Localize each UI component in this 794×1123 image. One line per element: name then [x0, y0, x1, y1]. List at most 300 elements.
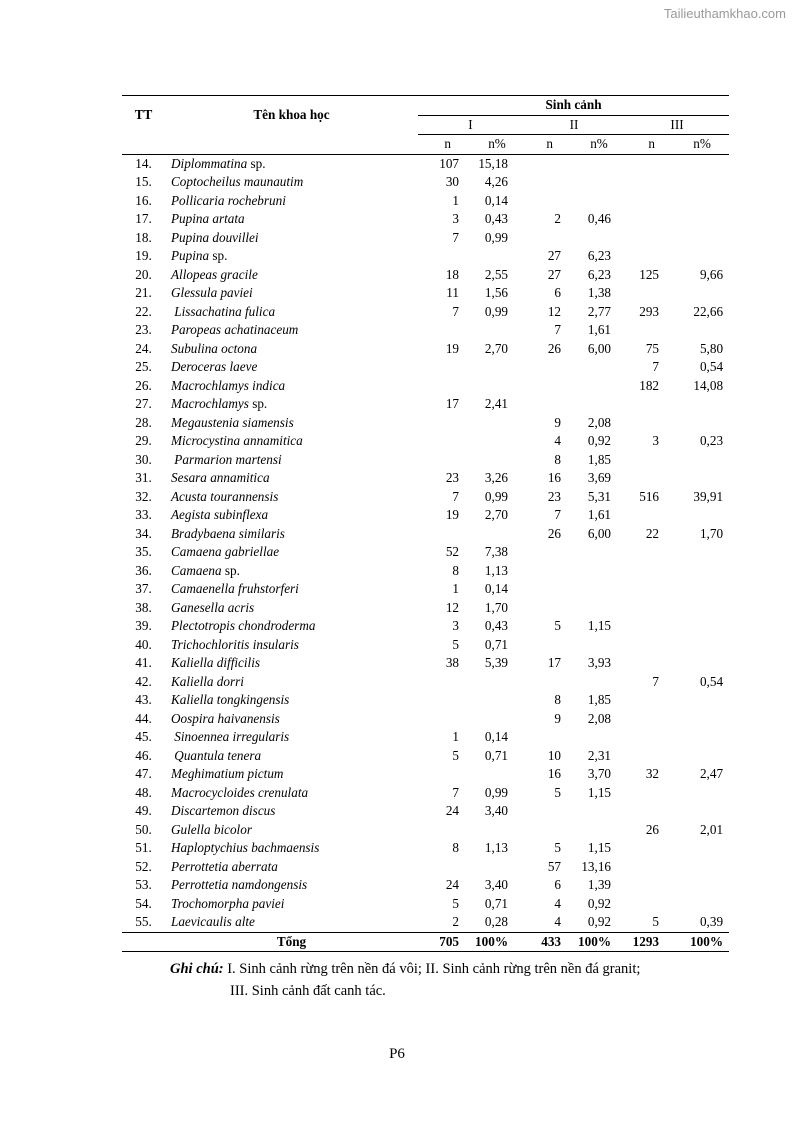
- row-number: 20.: [135, 266, 152, 282]
- percent-cell-3: [675, 802, 729, 821]
- count-cell-2: 4: [554, 895, 561, 911]
- count-cell-3: 293: [639, 303, 659, 319]
- species-suffix: sp.: [248, 396, 268, 411]
- row-number: 41.: [135, 655, 152, 670]
- species-binomial: Sesara annamitica: [171, 470, 270, 485]
- percent-cell-3: 0,39: [699, 914, 724, 929]
- species-binomial: Paropeas achatinaceum: [171, 322, 299, 337]
- count-cell-3: [625, 229, 675, 248]
- species-binomial: Glessula paviei: [171, 285, 253, 300]
- percent-cell-1: 3,40: [484, 877, 508, 892]
- species-binomial: Oospira haivanensis: [171, 710, 280, 726]
- count-cell-2: [523, 173, 573, 192]
- row-number: 24.: [135, 340, 152, 356]
- percent-cell-2: [573, 192, 625, 211]
- total-n-3: 1293: [625, 932, 675, 952]
- count-cell-1: [418, 247, 471, 266]
- count-cell-3: [625, 784, 675, 803]
- count-cell-2: 16: [547, 470, 561, 485]
- table-row: [122, 321, 729, 340]
- percent-cell-3: 5,80: [699, 340, 724, 356]
- table-row: [122, 358, 729, 377]
- percent-cell-3: 0,23: [699, 433, 724, 448]
- count-cell-3: [625, 617, 675, 636]
- percent-cell-2: 1,85: [587, 451, 611, 467]
- percent-cell-3: 1,70: [699, 525, 724, 541]
- species-binomial: Trichochloritis insularis: [171, 636, 299, 652]
- percent-cell-3: [675, 506, 729, 525]
- sub-n-3: n: [625, 135, 675, 155]
- count-cell-1: 23: [445, 470, 459, 485]
- row-number: 45.: [135, 729, 152, 744]
- percent-cell-1: [471, 710, 523, 729]
- count-cell-2: 12: [547, 303, 561, 319]
- habitat-header-2: II: [523, 115, 625, 135]
- species-name: [165, 303, 418, 322]
- species-suffix: sp.: [221, 562, 240, 578]
- species-binomial: Trochomorpha paviei: [171, 895, 285, 911]
- species-name: [165, 266, 418, 285]
- count-cell-2: [523, 154, 573, 173]
- count-cell-1: [418, 451, 471, 470]
- row-number: 21.: [135, 285, 152, 300]
- count-cell-3: [625, 636, 675, 655]
- count-cell-1: 7: [452, 784, 459, 800]
- species-binomial: Meghimatium pictum: [171, 766, 284, 781]
- table-row: [122, 451, 729, 470]
- row-number: 44.: [135, 710, 152, 726]
- percent-cell-1: [471, 821, 523, 840]
- percent-cell-3: [675, 321, 729, 340]
- percent-cell-2: 5,31: [587, 488, 611, 504]
- row-number: 16.: [135, 192, 152, 208]
- species-name: [165, 728, 418, 747]
- row-number: 15.: [135, 174, 152, 189]
- species-binomial: Acusta tourannensis: [171, 488, 279, 504]
- table-row: [122, 654, 729, 673]
- species-name: [165, 784, 418, 803]
- count-cell-2: [523, 673, 573, 692]
- percent-cell-2: [573, 543, 625, 562]
- count-cell-3: [625, 839, 675, 858]
- species-name: [165, 395, 418, 414]
- count-cell-2: [523, 821, 573, 840]
- percent-cell-1: [471, 247, 523, 266]
- species-name: [165, 154, 418, 173]
- percent-cell-1: 0,43: [484, 211, 508, 226]
- species-name: [165, 414, 418, 433]
- percent-cell-2: [573, 377, 625, 396]
- percent-cell-1: [471, 691, 523, 710]
- species-binomial: Quantula tenera: [171, 747, 262, 763]
- table-row: [122, 284, 729, 303]
- percent-cell-3: [675, 192, 729, 211]
- species-binomial: Camaena gabriellae: [171, 544, 280, 559]
- row-number: 37.: [135, 581, 152, 596]
- percent-cell-2: [573, 173, 625, 192]
- count-cell-3: [625, 154, 675, 173]
- species-binomial: Pupina artata: [171, 211, 245, 226]
- col-name-header: Tên khoa học: [165, 96, 418, 135]
- count-cell-3: [625, 747, 675, 766]
- count-cell-3: [625, 192, 675, 211]
- row-number: 39.: [135, 618, 152, 633]
- species-binomial: Parmarion martensi: [171, 451, 282, 467]
- sub-pct-3: n%: [675, 135, 729, 155]
- count-cell-1: [418, 414, 471, 433]
- species-name: [165, 636, 418, 655]
- percent-cell-2: [573, 599, 625, 618]
- species-name: [165, 340, 418, 359]
- percent-cell-2: [573, 636, 625, 655]
- species-binomial: Coptocheilus maunautim: [171, 174, 304, 189]
- row-number: 14.: [135, 155, 152, 171]
- species-binomial: Perrottetia aberrata: [171, 858, 278, 874]
- row-number: 32.: [135, 488, 152, 504]
- species-name: [165, 691, 418, 710]
- table-row: [122, 784, 729, 803]
- species-name: [165, 247, 418, 266]
- count-cell-3: [625, 599, 675, 618]
- species-name: [165, 802, 418, 821]
- count-cell-3: [625, 451, 675, 470]
- percent-cell-2: 1,61: [587, 507, 611, 522]
- count-cell-2: [523, 395, 573, 414]
- habitat-group-header: Sinh cảnh: [418, 96, 729, 116]
- table-row: [122, 210, 729, 229]
- percent-cell-1: [471, 377, 523, 396]
- row-number: 36.: [135, 562, 152, 578]
- species-binomial: Kaliella difficilis: [171, 655, 261, 670]
- row-number: 53.: [135, 877, 152, 892]
- percent-cell-1: [471, 358, 523, 377]
- row-number: 38.: [135, 599, 152, 615]
- species-binomial: Allopeas gracile: [171, 266, 258, 282]
- percent-cell-1: 3,26: [484, 470, 508, 485]
- total-pct-2: 100%: [573, 932, 625, 952]
- percent-cell-1: 0,71: [484, 895, 508, 911]
- count-cell-1: [418, 377, 471, 396]
- percent-cell-1: 0,71: [484, 747, 508, 763]
- table-row: [122, 303, 729, 322]
- percent-cell-2: 0,46: [587, 211, 611, 226]
- note-line-1: [170, 958, 640, 980]
- total-n-1: 705: [418, 932, 471, 952]
- count-cell-1: 107: [439, 155, 459, 171]
- sub-n-1: n: [418, 135, 471, 155]
- count-cell-1: 24: [445, 877, 459, 892]
- percent-cell-3: [675, 451, 729, 470]
- table-row: [122, 580, 729, 599]
- species-name: [165, 488, 418, 507]
- count-cell-3: 516: [639, 488, 659, 504]
- percent-cell-1: [471, 321, 523, 340]
- habitat-header-3: III: [625, 115, 729, 135]
- percent-cell-2: [573, 562, 625, 581]
- row-number: 47.: [135, 766, 152, 781]
- percent-cell-2: 2,77: [587, 303, 611, 319]
- percent-cell-1: [471, 525, 523, 544]
- count-cell-3: [625, 469, 675, 488]
- count-cell-1: 5: [452, 747, 459, 763]
- percent-cell-2: 1,39: [587, 877, 611, 892]
- percent-cell-2: 6,23: [587, 248, 611, 263]
- count-cell-2: [523, 599, 573, 618]
- percent-cell-3: 9,66: [699, 266, 724, 282]
- table-row: [122, 506, 729, 525]
- species-binomial: Megaustenia siamensis: [171, 414, 294, 430]
- row-number: 30.: [135, 451, 152, 467]
- table-row: [122, 876, 729, 895]
- percent-cell-1: 0,99: [484, 303, 508, 319]
- row-number: 27.: [135, 396, 152, 411]
- percent-cell-2: 2,08: [587, 414, 611, 430]
- count-cell-3: [625, 580, 675, 599]
- percent-cell-3: [675, 617, 729, 636]
- count-cell-3: [625, 284, 675, 303]
- count-cell-3: [625, 395, 675, 414]
- count-cell-2: 7: [554, 507, 561, 522]
- row-number: 34.: [135, 525, 152, 541]
- species-name: [165, 229, 418, 248]
- count-cell-1: 5: [452, 636, 459, 652]
- sub-pct-1: n%: [471, 135, 523, 155]
- row-number: 42.: [135, 673, 152, 689]
- percent-cell-1: 7,38: [484, 544, 508, 559]
- percent-cell-1: 2,41: [484, 396, 508, 411]
- percent-cell-3: 0,54: [699, 673, 724, 689]
- species-suffix: sp.: [247, 155, 266, 171]
- count-cell-2: [523, 802, 573, 821]
- count-cell-2: [523, 192, 573, 211]
- percent-cell-3: 22,66: [693, 303, 724, 319]
- species-habitat-table: [122, 95, 729, 952]
- percent-cell-3: [675, 210, 729, 229]
- count-cell-1: 17: [445, 396, 459, 411]
- species-binomial: Plectotropis chondroderma: [171, 618, 316, 633]
- count-cell-1: 11: [446, 285, 459, 300]
- species-binomial: Ganesella acris: [171, 599, 255, 615]
- count-cell-1: 7: [452, 488, 459, 504]
- species-name: [165, 210, 418, 229]
- percent-cell-1: 15,18: [478, 155, 508, 171]
- row-number: 25.: [135, 359, 152, 374]
- count-cell-1: [418, 358, 471, 377]
- percent-cell-1: 2,70: [484, 340, 508, 356]
- count-cell-2: 27: [547, 248, 561, 263]
- species-name: [165, 913, 418, 932]
- count-cell-2: [523, 636, 573, 655]
- percent-cell-2: [573, 154, 625, 173]
- count-cell-3: 32: [645, 766, 659, 781]
- species-name: [165, 192, 418, 211]
- count-cell-2: 57: [547, 858, 561, 874]
- percent-cell-2: [573, 728, 625, 747]
- percent-cell-3: [675, 599, 729, 618]
- percent-cell-3: [675, 839, 729, 858]
- species-binomial: Sinoennea irregularis: [171, 729, 290, 744]
- count-cell-2: [523, 728, 573, 747]
- table-row: [122, 858, 729, 877]
- percent-cell-1: 0,14: [484, 729, 508, 744]
- percent-cell-1: 0,43: [484, 618, 508, 633]
- species-binomial: Laevicaulis alte: [171, 914, 255, 929]
- count-cell-1: 7: [452, 303, 459, 319]
- percent-cell-1: [471, 673, 523, 692]
- percent-cell-2: 1,15: [587, 784, 611, 800]
- species-name: [165, 525, 418, 544]
- count-cell-3: 182: [639, 377, 659, 393]
- note-line-2: III. Sinh cảnh đất canh tác.: [230, 983, 386, 999]
- species-name: [165, 173, 418, 192]
- count-cell-3: [625, 506, 675, 525]
- species-name: [165, 710, 418, 729]
- count-cell-3: [625, 691, 675, 710]
- percent-cell-2: 3,70: [587, 766, 611, 781]
- species-binomial: Macrochlamys indica: [171, 377, 286, 393]
- species-binomial: Macrocycloides crenulata: [171, 784, 309, 800]
- table-row: [122, 192, 729, 211]
- row-number: 31.: [135, 470, 152, 485]
- percent-cell-1: 5,39: [484, 655, 508, 670]
- count-cell-1: 18: [445, 266, 459, 282]
- percent-cell-1: 1,70: [484, 599, 508, 615]
- species-name: [165, 377, 418, 396]
- table-row: [122, 340, 729, 359]
- table-row: [122, 728, 729, 747]
- count-cell-1: 8: [452, 562, 459, 578]
- row-number: 50.: [135, 821, 152, 837]
- table-row: [122, 173, 729, 192]
- table-row: [122, 617, 729, 636]
- species-name: [165, 580, 418, 599]
- percent-cell-3: 39,91: [693, 488, 724, 504]
- count-cell-2: 16: [547, 766, 561, 781]
- row-number: 43.: [135, 692, 152, 707]
- table-row: [122, 673, 729, 692]
- count-cell-1: 19: [445, 340, 459, 356]
- percent-cell-3: [675, 858, 729, 877]
- count-cell-2: [523, 229, 573, 248]
- percent-cell-2: 6,00: [587, 340, 611, 356]
- percent-cell-1: 2,70: [484, 507, 508, 522]
- header-row-3: [122, 135, 729, 155]
- count-cell-1: [418, 525, 471, 544]
- species-name: [165, 821, 418, 840]
- species-binomial: Kaliella tongkingensis: [171, 692, 290, 707]
- count-cell-2: [523, 358, 573, 377]
- count-cell-1: 2: [452, 914, 459, 929]
- total-row: [122, 932, 729, 952]
- count-cell-2: 8: [554, 692, 561, 707]
- count-cell-2: 26: [547, 525, 561, 541]
- row-number: 22.: [135, 303, 152, 319]
- row-number: 55.: [135, 914, 152, 929]
- count-cell-3: 22: [645, 525, 659, 541]
- count-cell-1: [418, 765, 471, 784]
- count-cell-1: 52: [445, 544, 459, 559]
- table-row: [122, 913, 729, 932]
- count-cell-1: 3: [452, 211, 459, 226]
- table-row: [122, 154, 729, 173]
- percent-cell-3: [675, 154, 729, 173]
- species-name: [165, 876, 418, 895]
- count-cell-2: 5: [554, 840, 561, 855]
- row-number: 23.: [135, 322, 152, 337]
- table-row: [122, 266, 729, 285]
- percent-cell-1: 0,71: [484, 636, 508, 652]
- header-row-1: [122, 96, 729, 116]
- percent-cell-3: [675, 691, 729, 710]
- count-cell-2: [523, 562, 573, 581]
- percent-cell-2: 1,61: [587, 322, 611, 337]
- species-binomial: Gulella bicolor: [171, 821, 252, 837]
- percent-cell-1: 0,99: [484, 488, 508, 504]
- count-cell-2: 17: [547, 655, 561, 670]
- count-cell-2: 4: [554, 433, 561, 448]
- percent-cell-3: [675, 636, 729, 655]
- percent-cell-2: 0,92: [587, 433, 611, 448]
- count-cell-1: [418, 691, 471, 710]
- note-label: Ghi chú:: [170, 961, 224, 977]
- row-number: 51.: [135, 840, 152, 855]
- table-row: [122, 414, 729, 433]
- percent-cell-1: 0,99: [484, 229, 508, 245]
- count-cell-3: [625, 728, 675, 747]
- percent-cell-1: [471, 451, 523, 470]
- species-name: [165, 839, 418, 858]
- percent-cell-2: [573, 580, 625, 599]
- percent-cell-1: 0,28: [484, 914, 508, 929]
- percent-cell-3: [675, 710, 729, 729]
- percent-cell-3: 2,47: [699, 766, 724, 781]
- count-cell-2: [523, 543, 573, 562]
- row-number: 17.: [135, 211, 152, 226]
- percent-cell-3: [675, 580, 729, 599]
- species-name: [165, 562, 418, 581]
- percent-cell-3: [675, 173, 729, 192]
- count-cell-3: [625, 210, 675, 229]
- table-row: [122, 377, 729, 396]
- count-cell-3: [625, 414, 675, 433]
- count-cell-3: 7: [652, 359, 659, 374]
- percent-cell-2: 1,38: [587, 285, 611, 300]
- species-binomial: Macrochlamys: [171, 396, 249, 411]
- table-row: [122, 895, 729, 914]
- total-n-2: 433: [523, 932, 573, 952]
- table-row: [122, 247, 729, 266]
- note-text-1: I. Sinh cảnh rừng trên nền đá vôi; II. Sinh cảnh rừng trên nền đá granit;: [223, 961, 641, 977]
- percent-cell-1: 0,99: [484, 784, 508, 800]
- species-name: [165, 765, 418, 784]
- count-cell-3: 3: [652, 433, 659, 448]
- percent-cell-3: [675, 747, 729, 766]
- percent-cell-3: [675, 284, 729, 303]
- table-row: [122, 543, 729, 562]
- species-name: [165, 432, 418, 451]
- count-cell-1: 19: [445, 507, 459, 522]
- species-name: [165, 469, 418, 488]
- percent-cell-2: [573, 821, 625, 840]
- percent-cell-2: 2,08: [587, 710, 611, 726]
- table-note: [170, 958, 640, 1002]
- count-cell-3: [625, 321, 675, 340]
- col-tt-header: TT: [122, 96, 165, 135]
- percent-cell-1: 0,14: [484, 192, 508, 208]
- count-cell-2: 23: [547, 488, 561, 504]
- percent-cell-3: [675, 654, 729, 673]
- species-suffix: sp.: [209, 248, 228, 263]
